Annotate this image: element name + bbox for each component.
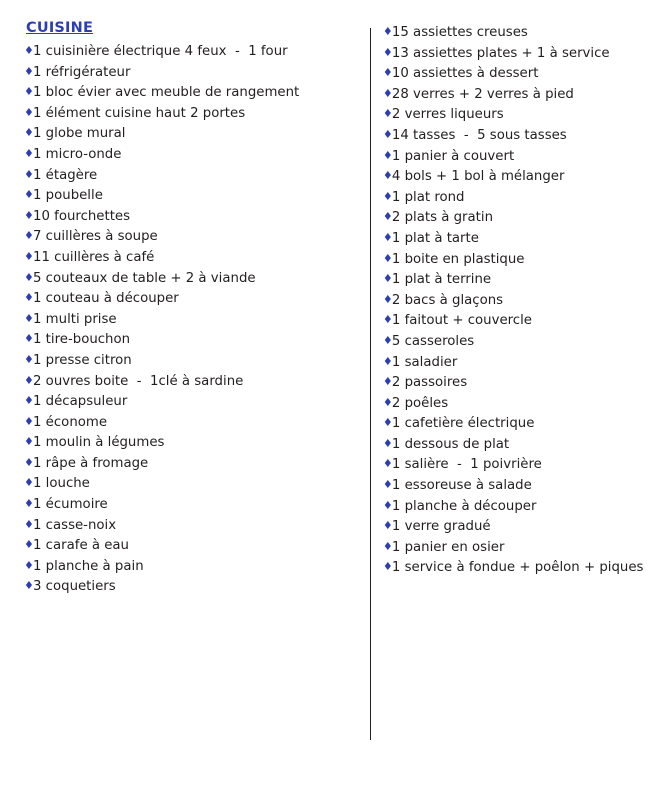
two-column-layout	[22, 20, 650, 720]
list-item	[24, 351, 351, 372]
list-item-label: 2 bacs à glaçons	[391, 292, 504, 308]
list-item-label: 1 râpe à fromage	[33, 455, 149, 471]
list-item	[383, 85, 650, 106]
list-item-label: 1 essoreuse à salade	[391, 478, 532, 494]
diamond-bullet-icon: ♦	[24, 105, 34, 119]
list-item-label: 2 verres liqueurs	[391, 107, 504, 123]
diamond-bullet-icon: ♦	[24, 517, 34, 531]
list-item-label: 1 louche	[33, 476, 90, 492]
list-item	[383, 558, 650, 579]
list-item-label: 1 couteau à découper	[33, 291, 179, 307]
right-column	[351, 20, 650, 579]
list-item-label: 1 saladier	[391, 354, 458, 370]
list-item	[383, 538, 650, 559]
diamond-bullet-icon: ♦	[382, 292, 393, 306]
list-item	[383, 476, 650, 497]
list-item-label: 2 plats à gratin	[391, 210, 494, 226]
list-item	[24, 63, 351, 84]
list-item	[383, 517, 650, 538]
list-item-label: 1 plat à tarte	[391, 230, 479, 246]
list-item	[24, 454, 351, 475]
list-item-label: 1 panier à couvert	[391, 148, 515, 164]
list-item-label: 1 micro-onde	[33, 146, 122, 162]
list-item	[24, 104, 351, 125]
list-item	[24, 474, 351, 495]
list-item	[383, 250, 650, 271]
list-item-label: 1 boite en plastique	[391, 251, 525, 267]
list-item	[24, 577, 351, 598]
list-item	[383, 394, 650, 415]
list-item	[24, 392, 351, 413]
list-item	[383, 105, 650, 126]
diamond-bullet-icon: ♦	[382, 25, 393, 38]
diamond-bullet-icon: ♦	[382, 354, 393, 368]
list-item-label: 1 poubelle	[33, 188, 103, 204]
diamond-bullet-icon: ♦	[24, 291, 34, 305]
list-item-label: 3 coquetiers	[33, 579, 116, 595]
list-item-label: 13 assiettes plates + 1 à service	[391, 45, 610, 61]
diamond-bullet-icon: ♦	[24, 146, 34, 160]
list-item	[24, 83, 351, 104]
list-item	[24, 433, 351, 454]
list-item-label: 1 réfrigérateur	[33, 64, 131, 80]
column-divider-line	[370, 28, 371, 740]
diamond-bullet-icon: ♦	[382, 560, 393, 574]
diamond-bullet-icon: ♦	[382, 107, 393, 121]
list-item-label: 1 planche à découper	[391, 498, 537, 514]
list-item-label: 1 bloc évier avec meuble de rangement	[33, 85, 300, 101]
list-item-label: 1 panier en osier	[391, 539, 505, 555]
list-item	[383, 270, 650, 291]
list-item-label: 14 tasses - 5 sous tasses	[391, 127, 567, 143]
diamond-bullet-icon: ♦	[24, 85, 34, 99]
list-item	[24, 248, 351, 269]
list-item	[24, 310, 351, 331]
diamond-bullet-icon: ♦	[24, 126, 34, 140]
list-item	[383, 208, 650, 229]
list-item-label: 1 décapsuleur	[33, 394, 128, 410]
page-title: CUISINE	[26, 20, 94, 36]
list-item	[24, 495, 351, 516]
list-item	[383, 291, 650, 312]
diamond-bullet-icon: ♦	[382, 251, 393, 265]
list-item	[383, 126, 650, 147]
list-item-label: 1 globe mural	[33, 126, 126, 142]
list-item-label: 1 moulin à légumes	[33, 435, 165, 451]
list-item	[24, 516, 351, 537]
left-column	[22, 20, 351, 598]
list-item	[24, 186, 351, 207]
list-item-label: 1 cuisinière électrique 4 feux - 1 four	[33, 44, 288, 59]
diamond-bullet-icon: ♦	[24, 558, 34, 572]
diamond-bullet-icon: ♦	[24, 455, 34, 469]
diamond-bullet-icon: ♦	[24, 229, 34, 243]
diamond-bullet-icon: ♦	[24, 44, 34, 57]
list-item	[383, 435, 650, 456]
list-item	[383, 332, 650, 353]
list-item	[383, 373, 650, 394]
diamond-bullet-icon: ♦	[382, 375, 393, 389]
list-item-label: 1 salière - 1 poivrière	[391, 457, 542, 473]
list-item	[383, 64, 650, 85]
list-item-label: 10 assiettes à dessert	[391, 66, 539, 82]
diamond-bullet-icon: ♦	[24, 311, 34, 325]
diamond-bullet-icon: ♦	[24, 270, 34, 284]
diamond-bullet-icon: ♦	[382, 333, 393, 347]
diamond-bullet-icon: ♦	[382, 45, 393, 59]
list-item-label: 1 planche à pain	[33, 558, 144, 574]
diamond-bullet-icon: ♦	[382, 539, 393, 553]
list-item-label: 10 fourchettes	[33, 208, 131, 224]
list-item-label: 1 écumoire	[33, 497, 108, 513]
diamond-bullet-icon: ♦	[382, 148, 393, 162]
diamond-bullet-icon: ♦	[382, 416, 393, 430]
left-column-list	[24, 42, 351, 598]
diamond-bullet-icon: ♦	[24, 538, 34, 552]
diamond-bullet-icon: ♦	[24, 352, 34, 366]
list-item	[383, 44, 650, 65]
list-item-label: 1 élément cuisine haut 2 portes	[33, 105, 246, 121]
list-item	[383, 23, 650, 44]
diamond-bullet-icon: ♦	[382, 272, 393, 286]
diamond-bullet-icon: ♦	[24, 332, 34, 346]
list-item	[383, 188, 650, 209]
list-item-label: 11 cuillères à café	[33, 249, 155, 265]
list-item-label: 1 cafetière électrique	[391, 416, 535, 432]
diamond-bullet-icon: ♦	[382, 169, 393, 183]
list-item-label: 1 tire-bouchon	[33, 332, 131, 348]
list-item	[383, 455, 650, 476]
diamond-bullet-icon: ♦	[382, 478, 393, 492]
list-item-label: 1 carafe à eau	[33, 538, 129, 554]
list-item-label: 1 étagère	[33, 167, 98, 183]
list-item-label: 1 économe	[33, 414, 108, 430]
diamond-bullet-icon: ♦	[24, 497, 34, 511]
diamond-bullet-icon: ♦	[24, 208, 34, 222]
list-item-label: 1 dessous de plat	[391, 436, 510, 452]
diamond-bullet-icon: ♦	[382, 127, 393, 141]
list-item-label: 1 casse-noix	[33, 517, 117, 533]
list-item	[24, 330, 351, 351]
list-item-label: 2 ouvres boite - 1clé à sardine	[33, 373, 244, 389]
list-item	[383, 414, 650, 435]
diamond-bullet-icon: ♦	[382, 189, 393, 203]
diamond-bullet-icon: ♦	[382, 436, 393, 450]
list-item-label: 1 multi prise	[33, 311, 117, 327]
list-item	[24, 372, 351, 393]
list-item	[24, 145, 351, 166]
list-item-label: 1 faitout + couvercle	[391, 313, 532, 329]
list-item	[383, 229, 650, 250]
list-item	[383, 147, 650, 168]
diamond-bullet-icon: ♦	[24, 64, 34, 78]
list-item-label: 5 casseroles	[391, 333, 475, 349]
right-column-list	[383, 23, 650, 579]
list-item-label: 1 service à fondue + poêlon + piques	[391, 560, 644, 576]
list-item	[24, 536, 351, 557]
list-item-label: 28 verres + 2 verres à pied	[391, 86, 574, 102]
list-item	[24, 413, 351, 434]
diamond-bullet-icon: ♦	[382, 230, 393, 244]
list-item	[24, 42, 351, 63]
list-item	[24, 557, 351, 578]
list-item-label: 7 cuillères à soupe	[33, 229, 158, 245]
diamond-bullet-icon: ♦	[382, 498, 393, 512]
diamond-bullet-icon: ♦	[382, 210, 393, 224]
list-item	[24, 166, 351, 187]
diamond-bullet-icon: ♦	[24, 414, 34, 428]
list-item	[383, 353, 650, 374]
list-item	[383, 497, 650, 518]
diamond-bullet-icon: ♦	[382, 457, 393, 471]
list-item-label: 5 couteaux de table + 2 à viande	[33, 270, 256, 286]
list-item	[24, 207, 351, 228]
diamond-bullet-icon: ♦	[382, 86, 393, 100]
diamond-bullet-icon: ♦	[24, 188, 34, 202]
list-item	[24, 269, 351, 290]
list-item-label: 15 assiettes creuses	[391, 25, 528, 40]
list-item	[383, 167, 650, 188]
list-item-label: 2 poêles	[391, 395, 449, 411]
list-item-label: 2 passoires	[391, 375, 468, 391]
diamond-bullet-icon: ♦	[24, 249, 34, 263]
list-item-label: 1 presse citron	[33, 352, 132, 368]
diamond-bullet-icon: ♦	[24, 394, 34, 408]
diamond-bullet-icon: ♦	[382, 395, 393, 409]
list-item	[383, 311, 650, 332]
diamond-bullet-icon: ♦	[24, 435, 34, 449]
diamond-bullet-icon: ♦	[382, 313, 393, 327]
diamond-bullet-icon: ♦	[382, 519, 393, 533]
diamond-bullet-icon: ♦	[24, 167, 34, 181]
list-item	[24, 227, 351, 248]
list-item-label: 1 verre gradué	[391, 519, 491, 535]
list-item	[24, 289, 351, 310]
list-item-label: 1 plat rond	[391, 189, 465, 205]
diamond-bullet-icon: ♦	[24, 476, 34, 490]
list-item-label: 1 plat à terrine	[391, 272, 492, 288]
diamond-bullet-icon: ♦	[382, 66, 393, 80]
diamond-bullet-icon: ♦	[24, 579, 34, 593]
diamond-bullet-icon: ♦	[24, 373, 34, 387]
list-item-label: 4 bols + 1 bol à mélanger	[391, 169, 565, 185]
list-item	[24, 124, 351, 145]
